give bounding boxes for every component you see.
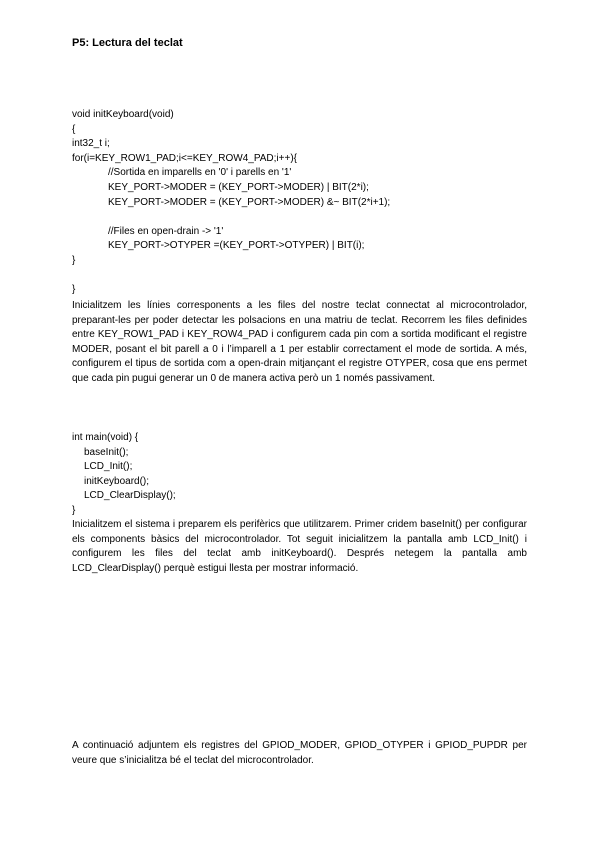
- code-line: void initKeyboard(void): [72, 109, 174, 120]
- code-line: KEY_PORT->MODER = (KEY_PORT->MODER) &~ BIT(2*i+1);: [108, 196, 391, 208]
- paragraph-main: Inicialitzem el sistema i preparem els perifèrics que utilitzarem. Primer cridem baseInit() per configurar els components bàsics del microcontrolador. Tot seguit inicialitzem la pantalla amb LCD_Init() i configurem les files del teclat amb initKeyboard(). Després netegem la pantalla amb LCD_ClearDisplay() perquè estigui llesta per mostrar informació.: [72, 519, 527, 574]
- code-block-main: [72, 431, 176, 519]
- code-line: }: [72, 254, 76, 266]
- code-line: baseInit();: [84, 446, 129, 458]
- code-line: KEY_PORT->OTYPER =(KEY_PORT->OTYPER) | BIT(i);: [108, 240, 365, 252]
- code-line: {: [72, 123, 76, 135]
- code-line: }: [72, 504, 76, 516]
- paragraph-init-keyboard: Inicialitzem les línies corresponents a les files del nostre teclat connectat al microcontrolador, preparant-les per poder detectar les polsacions en una matriu de teclat. Recorrem les files definides entre KEY_ROW1_PAD i KEY_ROW4_PAD i configurem cada pin com a sortida modificant el registre MODER, posant el bit parell a 0 i l’imparell a 1 per establir correctament el mode de sortida. A més, configurem el tipus de sortida com a open-drain mitjançant el registre OTYPER, cosa que ens permet que cada pin pugui generar un 0 de manera activa però un 1 només passivament.: [72, 300, 527, 384]
- code-line: //Files en open-drain -> '1': [108, 225, 224, 237]
- code-line: int32_t i;: [72, 138, 110, 150]
- code-line: LCD_ClearDisplay();: [84, 490, 176, 502]
- code-line: LCD_Init();: [84, 461, 133, 473]
- code-line: [72, 269, 390, 284]
- code-line: }: [72, 284, 76, 296]
- code-line: [72, 210, 390, 225]
- code-block-init-keyboard: [72, 108, 390, 298]
- page-title: P5: Lectura del teclat: [72, 37, 183, 49]
- code-line: for(i=KEY_ROW1_PAD;i<=KEY_ROW4_PAD;i++){: [72, 152, 297, 164]
- paragraph-registers: A continuació adjuntem els registres del GPIOD_MODER, GPIOD_OTYPER i GPIOD_PUPDR per veure que s’inicialitza bé el teclat del microcontrolador.: [72, 740, 527, 766]
- code-line: initKeyboard();: [84, 475, 150, 487]
- code-line: KEY_PORT->MODER = (KEY_PORT->MODER) | BIT(2*i);: [108, 181, 369, 193]
- code-line: //Sortida en imparells en '0' i parells en '1': [108, 167, 292, 179]
- code-line: int main(void) {: [72, 432, 139, 443]
